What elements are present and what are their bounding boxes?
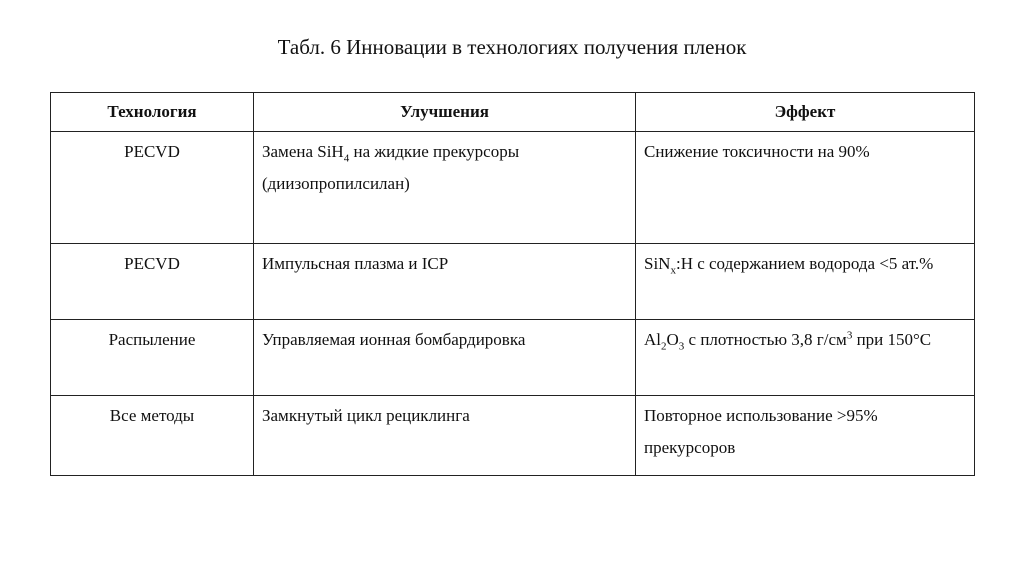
cell-improvement: Управляемая ионная бомбардировка	[254, 320, 636, 396]
cell-improvement: Импульсная плазма и ICP	[254, 244, 636, 320]
cell-effect: Снижение токсичности на 90%	[636, 132, 975, 244]
cell-effect: Повторное использование >95% прекурсоров	[636, 396, 975, 476]
cell-improvement: Замена SiH$_4$ на жидкие прекурсоры (диизопропилсилан)	[254, 132, 636, 244]
header-effect: Эффект	[636, 93, 975, 132]
cell-improvement: Замкнутый цикл рециклинга	[254, 396, 636, 476]
table-title: Табл. 6 Инновации в технологиях получения пленок	[277, 35, 747, 59]
table-row	[51, 132, 975, 244]
cell-technology: PECVD	[51, 244, 254, 320]
table-header-row	[51, 93, 975, 132]
table-row	[51, 320, 975, 396]
header-technology: Технология	[51, 93, 254, 132]
cell-effect: $Al_2O_3$ с плотностью 3,8 $г/см^3$ при 150°C	[636, 320, 975, 396]
table-row	[51, 244, 975, 320]
cell-technology: Все методы	[51, 396, 254, 476]
innovations-table	[50, 92, 975, 476]
header-improvements: Улучшения	[254, 93, 636, 132]
cell-effect: SiN$_x$:H с содержанием водорода <5 ат.%	[636, 244, 975, 320]
cell-technology: PECVD	[51, 132, 254, 244]
table-row	[51, 396, 975, 476]
cell-technology: Распыление	[51, 320, 254, 396]
